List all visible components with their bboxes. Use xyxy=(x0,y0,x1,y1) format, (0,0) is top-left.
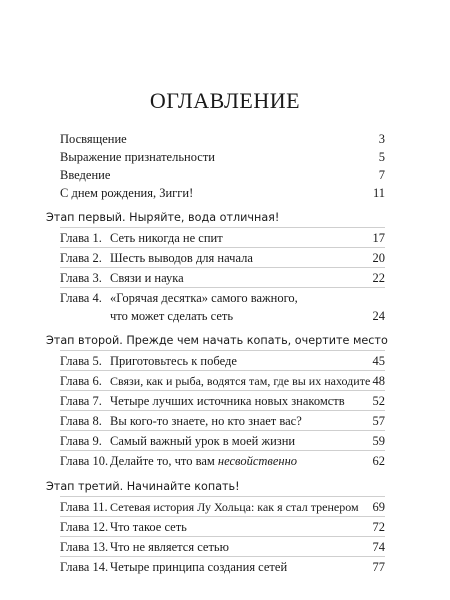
toc-chapter[interactable] xyxy=(60,289,385,307)
chapter-label: Глава 6. xyxy=(60,374,102,388)
chapter-page: 69 xyxy=(372,500,385,514)
divider xyxy=(60,227,385,228)
toc-chapter[interactable] xyxy=(60,269,385,287)
stage-heading[interactable]: Этап второй. Прежде чем начать копать, очертите место xyxy=(46,334,388,347)
chapter-title: Связи, как и рыба, водятся там, где вы их находите xyxy=(110,374,371,388)
divider xyxy=(60,516,385,517)
chapter-label: Глава 8. xyxy=(60,414,102,428)
toc-chapter[interactable] xyxy=(60,352,385,370)
chapter-label: Глава 13. xyxy=(60,540,109,554)
entry-title: Выражение признательности xyxy=(60,150,215,164)
entry-page: 11 xyxy=(372,186,385,200)
chapter-title: Связи и наука xyxy=(110,271,184,285)
chapter-page: 62 xyxy=(372,454,385,468)
toc-chapter[interactable] xyxy=(60,229,385,247)
divider xyxy=(60,556,385,557)
entry-title: Введение xyxy=(60,168,111,182)
toc-chapter[interactable] xyxy=(60,392,385,410)
entry-title: Посвящение xyxy=(60,132,127,146)
chapter-page: 17 xyxy=(372,231,385,245)
toc-chapter[interactable] xyxy=(60,558,385,576)
divider xyxy=(60,350,385,351)
divider xyxy=(60,247,385,248)
chapter-title xyxy=(110,452,297,470)
chapter-label: Глава 14. xyxy=(60,560,109,574)
chapter-page: 20 xyxy=(372,251,385,265)
entry-title: С днем рождения, Зигги! xyxy=(60,186,194,200)
stage-heading[interactable]: Этап первый. Ныряйте, вода отличная! xyxy=(46,211,280,224)
divider xyxy=(60,450,385,451)
chapter-page: 52 xyxy=(372,394,385,408)
toc-chapter[interactable] xyxy=(60,372,385,390)
chapter-label: Глава 12. xyxy=(60,520,109,534)
chapter-title: Сеть никогда не спит xyxy=(110,231,223,245)
stage-heading[interactable]: Этап третий. Начинайте копать! xyxy=(46,480,240,493)
toc-entry-introduction[interactable] xyxy=(60,166,385,184)
chapter-label: Глава 4. xyxy=(60,291,102,305)
chapter-page: 57 xyxy=(372,414,385,428)
divider xyxy=(60,287,385,288)
toc-chapter[interactable] xyxy=(60,498,385,516)
divider xyxy=(60,390,385,391)
divider xyxy=(60,536,385,537)
chapter-title: Четыре принципа создания сетей xyxy=(110,560,288,574)
chapter-label: Глава 7. xyxy=(60,394,102,408)
chapter-title: «Горячая десятка» самого важного, xyxy=(110,291,298,305)
chapter-label: Глава 11. xyxy=(60,500,108,514)
chapter-title: Что не является сетью xyxy=(110,540,229,554)
chapter-page: 72 xyxy=(372,520,385,534)
toc-entry-birthday[interactable] xyxy=(60,184,385,202)
divider xyxy=(60,496,385,497)
entry-page: 3 xyxy=(378,132,385,146)
chapter-label: Глава 1. xyxy=(60,231,102,245)
chapter-label: Глава 2. xyxy=(60,251,102,265)
entry-page: 5 xyxy=(378,150,385,164)
chapter-title: Самый важный урок в моей жизни xyxy=(110,434,296,448)
chapter-page: 45 xyxy=(372,354,385,368)
chapter-label: Глава 10. xyxy=(60,454,109,468)
toc-entry-dedication[interactable] xyxy=(60,130,385,148)
chapter-label: Глава 5. xyxy=(60,354,102,368)
toc-entry-acknowledgements[interactable] xyxy=(60,148,385,166)
chapter-title-text: Делайте то, что вам xyxy=(110,454,218,468)
chapter-title-line2: что может сделать сеть xyxy=(110,309,234,323)
toc-chapter[interactable] xyxy=(60,452,385,470)
entry-page: 7 xyxy=(378,168,385,182)
chapter-page: 24 xyxy=(372,309,385,323)
chapter-label: Глава 3. xyxy=(60,271,102,285)
divider xyxy=(60,410,385,411)
toc-chapter[interactable] xyxy=(60,249,385,267)
toc-chapter[interactable] xyxy=(60,412,385,430)
divider xyxy=(60,370,385,371)
divider xyxy=(60,430,385,431)
chapter-page: 48 xyxy=(372,374,385,388)
chapter-page: 74 xyxy=(372,540,385,554)
chapter-page: 22 xyxy=(372,271,385,285)
chapter-page: 59 xyxy=(372,434,385,448)
chapter-title: Что такое сеть xyxy=(110,520,187,534)
toc-chapter-continuation[interactable] xyxy=(60,307,385,325)
chapter-title: Сетевая история Лу Хольца: как я стал тренером xyxy=(110,500,359,514)
chapter-label: Глава 9. xyxy=(60,434,102,448)
toc-chapter[interactable] xyxy=(60,518,385,536)
chapter-page: 77 xyxy=(372,560,385,574)
chapter-title: Вы кого-то знаете, но кто знает вас? xyxy=(110,414,302,428)
chapter-title: Четыре лучших источника новых знакомств xyxy=(110,394,345,408)
divider xyxy=(60,267,385,268)
chapter-title: Шесть выводов для начала xyxy=(110,251,253,265)
chapter-title-emphasis: несвойственно xyxy=(217,454,298,468)
chapter-title: Приготовьтесь к победе xyxy=(110,354,237,368)
toc-chapter[interactable] xyxy=(60,538,385,556)
page-title: ОГЛАВЛЕНИЕ xyxy=(149,88,301,113)
toc-chapter[interactable] xyxy=(60,432,385,450)
